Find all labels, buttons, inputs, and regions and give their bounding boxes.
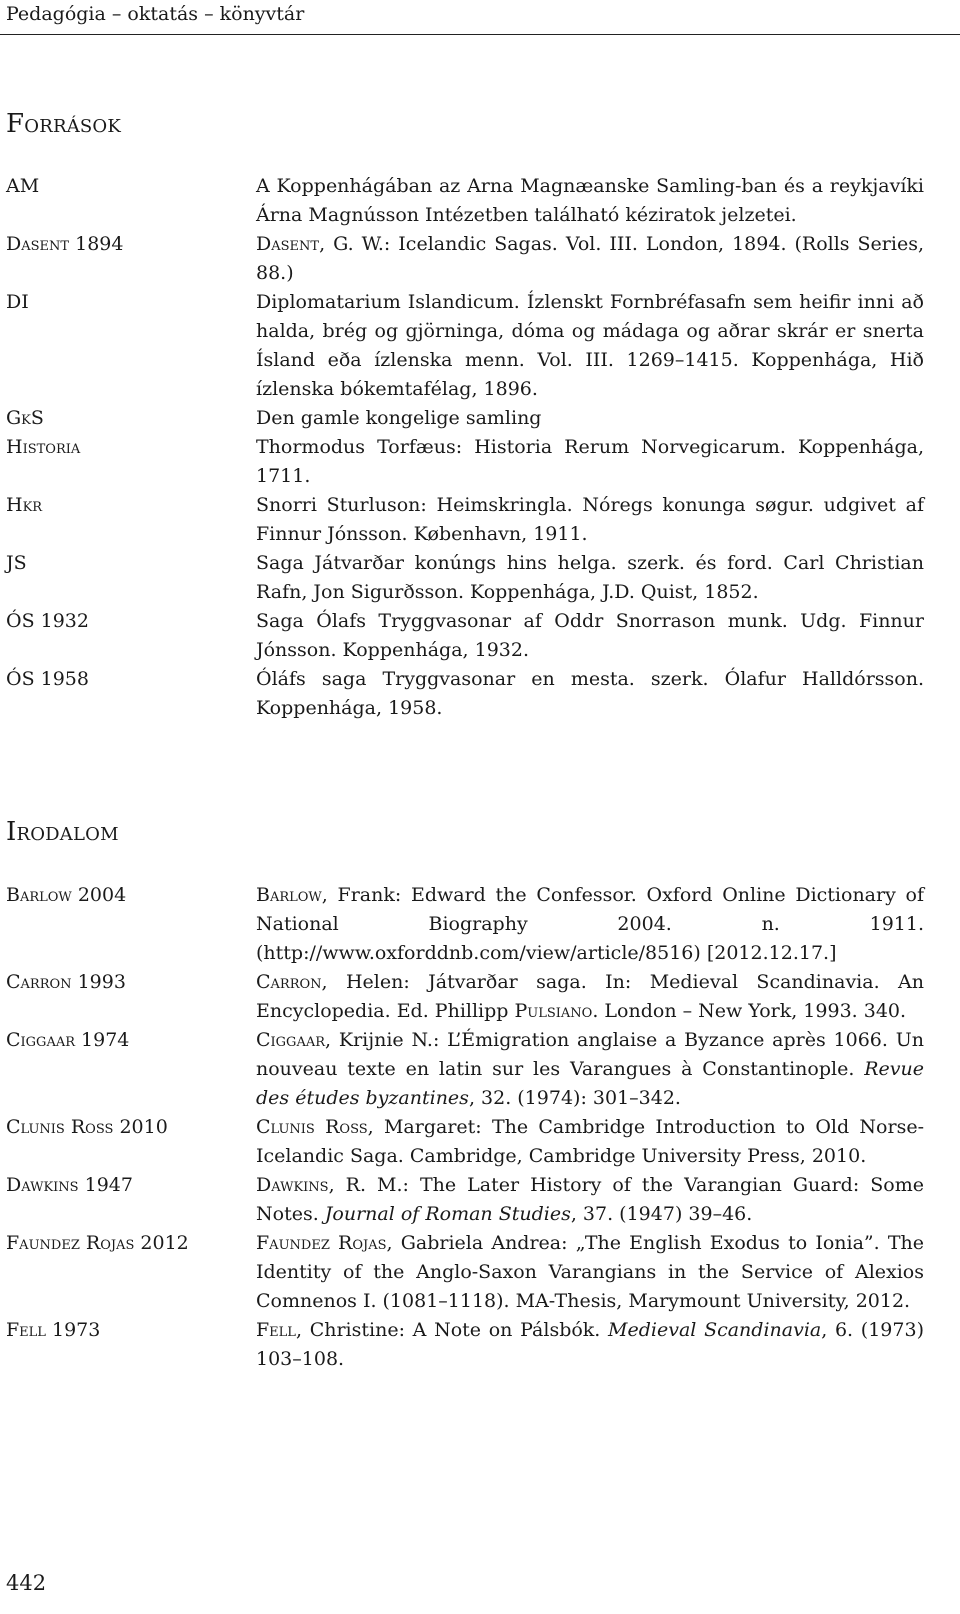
literature-citation: , Margaret: The Cambridge Introduction to Old Norse-Icelandic Saga. Cambridge, Cambridge University Press, 2010.: [256, 1116, 924, 1167]
literature-text: [256, 1229, 924, 1316]
source-abbr: ÓS 1932: [6, 610, 89, 632]
source-text: Diplomatarium Islandicum. Ízlenskt Fornbréfasafn sem heifir inni að halda, brég og gjörninga, dóma og mádaga og aðrar skrár er snerta Ísland eða ízlenska menn. Vol. III. 1269–1415. Koppenhága, Hið ízlenska bókemtafélag, 1896.: [256, 291, 924, 400]
literature-author: Faundez Rojas: [256, 1232, 387, 1254]
literature-abbr: Carron 1993: [6, 971, 126, 993]
source-text: Thormodus Torfæus: Historia Rerum Norvegicarum. Koppenhága, 1711.: [256, 436, 924, 487]
source-text: [256, 230, 924, 288]
source-abbr: ÓS 1958: [6, 668, 89, 690]
section-title-sources: Források: [6, 109, 122, 139]
literature-author: Clunis Ross: [256, 1116, 368, 1138]
source-abbr: GkS: [6, 407, 44, 429]
literature-abbr: Faundez Rojas 2012: [6, 1232, 189, 1254]
literature-citation-end: , 32. (1974): 301–342.: [468, 1087, 681, 1109]
literature-author: Barlow: [256, 884, 322, 906]
source-abbr: Hkr: [6, 494, 43, 516]
literature-citation-end: . London – New York, 1993. 340.: [592, 1000, 907, 1022]
literature-abbr: Barlow 2004: [6, 884, 127, 906]
literature-abbr: Fell 1973: [6, 1319, 101, 1341]
literature-entry: [6, 1026, 924, 1113]
literature-entry: [6, 1316, 924, 1374]
running-header: Pedagógia – oktatás – könyvtár: [6, 3, 305, 25]
source-entry: [6, 230, 924, 288]
literature-author: Dawkins: [256, 1174, 329, 1196]
literature-journal: Journal of Roman Studies: [324, 1203, 571, 1225]
literature-journal: Medieval Scandinavia: [608, 1319, 822, 1341]
literature-abbr: Ciggaar 1974: [6, 1029, 130, 1051]
literature-citation: , Christine: A Note on Pálsbók.: [295, 1319, 609, 1341]
literature-entry: [6, 1229, 924, 1316]
sources-list: [6, 172, 924, 723]
literature-entry: [6, 968, 924, 1026]
literature-text: [256, 968, 924, 1026]
source-text: Saga Ólafs Tryggvasonar af Oddr Snorrason munk. Udg. Finnur Jónsson. Koppenhága, 1932.: [256, 610, 924, 661]
source-entry: [6, 665, 924, 723]
literature-author: Carron: [256, 971, 322, 993]
literature-citation: , Gabriela Andrea: „The English Exodus to Ionia”. The Identity of the Anglo-Saxon Varangians in the Service of Alexios Comnenos I. (1081–1118). MA-Thesis, Marymount University, 2012.: [256, 1232, 925, 1312]
page-number: 442: [6, 1571, 47, 1595]
literature-editor: Pulsiano: [514, 1000, 593, 1022]
source-citation: , G. W.: Icelandic Sagas. Vol. III. London, 1894. (Rolls Series, 88.): [256, 233, 924, 284]
literature-entry: [6, 1113, 924, 1171]
literature-citation: , Frank: Edward the Confessor. Oxford Online Dictionary of National Biography 2004. n. 1911. (http://www.oxforddnb.com/view/article/8516) [2012.12.17.]: [256, 884, 924, 964]
source-text: A Koppenhágában az Arna Magnæanske Samling-ban és a reykjavíki Árna Magnússon Intézetben található kéziratok jelzetei.: [256, 175, 924, 226]
literature-list: [6, 881, 924, 1374]
literature-citation: , R. M.: The Later History of the Varangian Guard: Some Notes.: [256, 1174, 924, 1225]
literature-citation-end: , 37. (1947) 39–46.: [570, 1203, 753, 1225]
source-text: Den gamle kongelige samling: [256, 407, 542, 429]
source-abbr: JS: [6, 552, 27, 574]
header-divider: [0, 34, 960, 35]
section-title-literature: Irodalom: [6, 817, 119, 847]
source-text: Snorri Sturluson: Heimskringla. Nóregs konunga søgur. udgivet af Finnur Jónsson. København, 1911.: [256, 494, 924, 545]
literature-text: [256, 1026, 924, 1113]
literature-citation: , Krijnie N.: L’Émigration anglaise a Byzance après 1066. Un nouveau texte en latin sur les Varangues à Constantinople.: [256, 1029, 924, 1080]
literature-citation-end: , 6. (1973) 103–108.: [256, 1319, 924, 1370]
source-entry: [6, 172, 924, 230]
source-author: Dasent: [256, 233, 320, 255]
source-entry: [6, 433, 924, 491]
literature-abbr: Dawkins 1947: [6, 1174, 133, 1196]
source-entry: [6, 404, 924, 433]
source-entry: [6, 607, 924, 665]
literature-journal: Revue des études byzantines: [256, 1058, 924, 1109]
literature-author: Ciggaar: [256, 1029, 326, 1051]
literature-citation: , Helen: Játvarðar saga. In: Medieval Scandinavia. An Encyclopedia. Ed. Phillipp: [256, 971, 924, 1022]
source-abbr: DI: [6, 291, 29, 313]
source-entry: [6, 549, 924, 607]
literature-entry: [6, 881, 924, 968]
source-abbr: Historia: [6, 436, 81, 458]
literature-text: [256, 1113, 924, 1171]
literature-abbr: Clunis Ross 2010: [6, 1116, 168, 1138]
literature-text: [256, 1316, 924, 1374]
literature-text: [256, 881, 924, 968]
source-abbr: AM: [6, 175, 40, 197]
literature-entry: [6, 1171, 924, 1229]
source-entry: [6, 288, 924, 404]
literature-author: Fell: [256, 1319, 296, 1341]
source-text: Saga Játvarðar konúngs hins helga. szerk. és ford. Carl Christian Rafn, Jon Sigurðsson. Koppenhága, J.D. Quist, 1852.: [256, 552, 924, 603]
source-entry: [6, 491, 924, 549]
source-abbr: Dasent 1894: [6, 233, 124, 255]
literature-text: [256, 1171, 924, 1229]
source-text: Óláfs saga Tryggvasonar en mesta. szerk. Ólafur Halldórsson. Koppenhága, 1958.: [256, 668, 924, 719]
